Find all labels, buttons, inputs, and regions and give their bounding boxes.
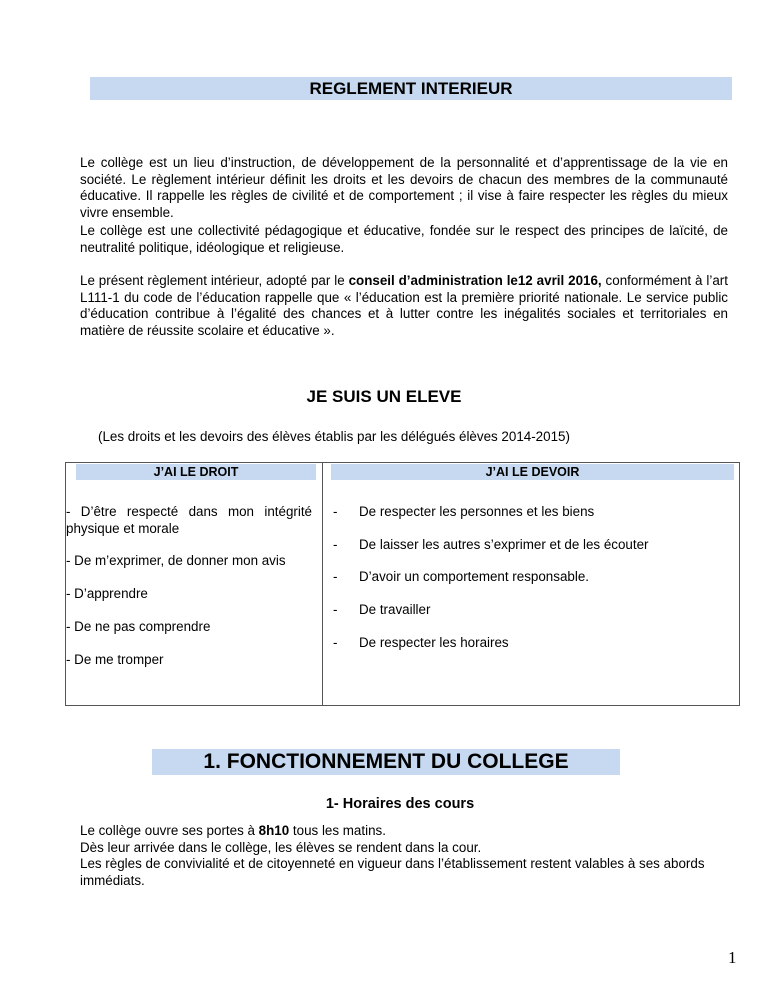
dash: - bbox=[333, 602, 338, 618]
section-1-heading: 1. FONCTIONNEMENT DU COLLEGE bbox=[152, 749, 620, 775]
dash: - bbox=[333, 536, 338, 552]
devoir-item bbox=[323, 602, 739, 619]
intro-paragraph-3 bbox=[80, 273, 728, 340]
text-line: Dès leur arrivée dans le collège, les élèves se rendent dans la cour. bbox=[80, 839, 482, 855]
intro-paragraph-2: Le collège est une collectivité pédagogique et éducative, fondée sur le respect des principes de laïcité, de neutralité politique, idéologique et religieuse. bbox=[80, 223, 728, 255]
devoir-item bbox=[323, 537, 739, 554]
droit-item: - De me tromper bbox=[66, 651, 164, 667]
devoir-header: J’AI LE DEVOIR bbox=[331, 464, 734, 480]
devoir-item bbox=[323, 504, 739, 521]
intro-paragraph-1: Le collège est un lieu d’instruction, de développement de la personnalité et d’apprentissage de la vie en société. Le règlement intérieur définit les droits et les devoirs de chacun des membres de la communauté éducative. Il rappelle les règles de civilité et de comportement ; il vise à faire respecter les règles du mieux vivre ensemble. bbox=[80, 155, 728, 221]
droit-item: - De ne pas comprendre bbox=[66, 618, 211, 634]
dash: - bbox=[333, 504, 338, 519]
devoir-text: De respecter les horaires bbox=[359, 634, 509, 650]
bold-text: conseil d’administration le12 avril 2016, bbox=[348, 273, 602, 288]
devoir-text: De respecter les personnes et les biens bbox=[359, 504, 595, 519]
devoir-text: De laisser les autres s’exprimer et de les écouter bbox=[359, 536, 649, 552]
subsection-heading: 1- Horaires des cours bbox=[325, 796, 475, 812]
text-line: Les règles de convivialité et de citoyenneté en vigueur dans l’établissement restent valables à ses abords immédiats. bbox=[80, 856, 705, 889]
dash: - bbox=[333, 569, 338, 585]
section-subtitle: (Les droits et les devoirs des élèves établis par les délégués élèves 2014-2015) bbox=[98, 429, 570, 444]
page-number: 1 bbox=[728, 948, 737, 967]
bold-text: 8h10 bbox=[258, 823, 290, 838]
text: tous les matins. bbox=[289, 823, 386, 838]
droit-item: - D’être respecté dans mon intégrité physique et morale bbox=[66, 504, 312, 536]
droit-item: - De m’exprimer, de donner mon avis bbox=[66, 553, 286, 569]
text: Le présent règlement intérieur, adopté par le bbox=[80, 273, 349, 288]
text: Le collège ouvre ses portes à bbox=[80, 823, 259, 838]
text-line bbox=[80, 823, 728, 840]
devoirs-column bbox=[323, 463, 740, 706]
droit-item: - D’apprendre bbox=[66, 586, 148, 602]
rights-duties-table bbox=[65, 462, 740, 706]
document-title: REGLEMENT INTERIEUR bbox=[90, 77, 732, 100]
section-heading-eleve: JE SUIS UN ELEVE bbox=[306, 387, 462, 406]
devoir-text: De travailler bbox=[359, 602, 431, 618]
devoir-item bbox=[323, 635, 739, 652]
droit-header: J’AI LE DROIT bbox=[76, 464, 316, 480]
dash: - bbox=[333, 634, 338, 650]
text: conformément à l’art L111-1 du code de l’éducation rappelle que « l’éducation est la première priorité nationale. Le service public d’éducation contribue à l’égalité des chances et à lutter contre les inégalités sociales et territoriales en matière de réussite scolaire et éducative ». bbox=[80, 273, 728, 339]
horaires-paragraph bbox=[80, 823, 728, 890]
devoir-item bbox=[323, 569, 739, 586]
droits-column bbox=[66, 463, 323, 706]
devoir-text: D’avoir un comportement responsable. bbox=[359, 569, 589, 585]
